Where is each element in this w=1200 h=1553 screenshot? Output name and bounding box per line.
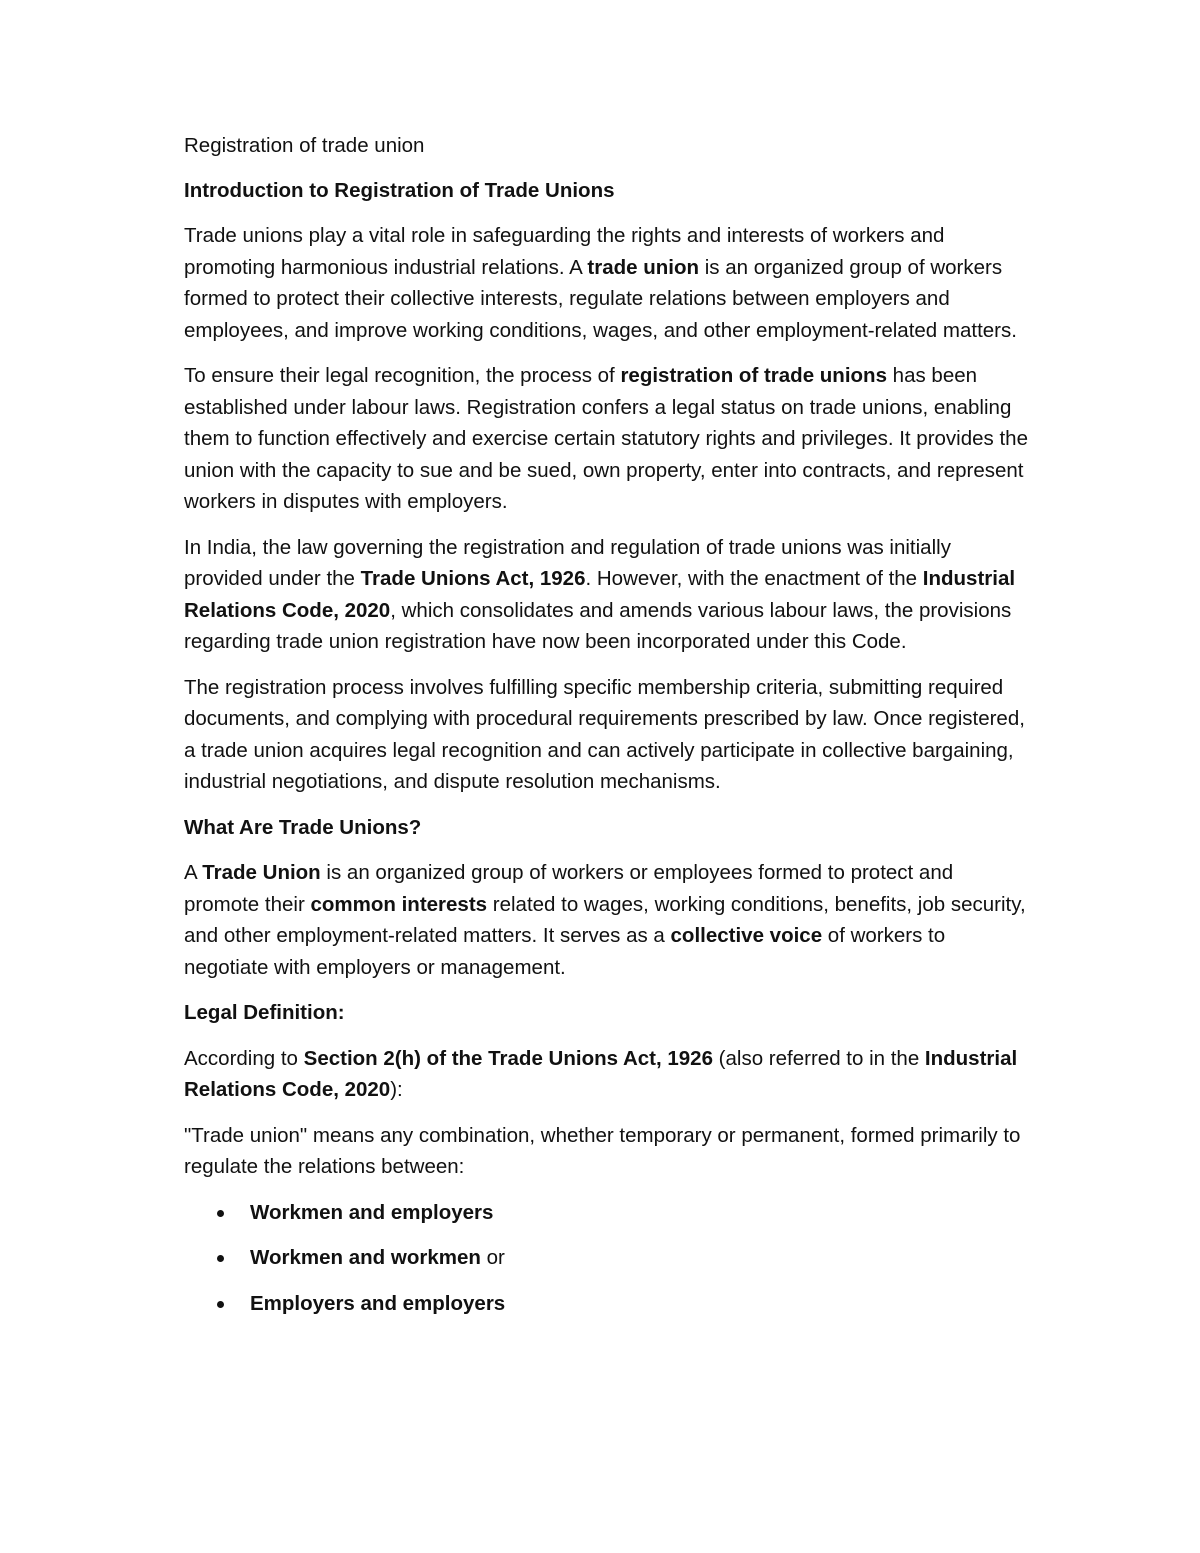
- intro-paragraph-2: To ensure their legal recognition, the process of registration of trade unions has been established under labour laws. Registration confers a legal status on trade unions, enabling them to function effectively and exercise certain statutory rights and privileges. It provides the union with the capacity to sue and be sued, own property, enter into contracts, and represent workers in disputes with employers.: [184, 364, 1028, 513]
- intro-heading: Introduction to Registration of Trade Unions: [184, 178, 615, 202]
- list-item: Employers and employers: [184, 1288, 1034, 1320]
- bold-term: trade union: [587, 255, 699, 279]
- intro-paragraph-4: The registration process involves fulfilling specific membership criteria, submitting required documents, and complying with procedural requirements prescribed by law. Once registered, a trade union acquires legal recognition and can actively participate in collective bargaining, industrial negotiations, and dispute resolution mechanisms.: [184, 675, 1025, 793]
- document-page: [184, 130, 1034, 1333]
- definition-list: [184, 1197, 1034, 1320]
- bold-term: collective voice: [670, 924, 823, 947]
- definition-paragraph: "Trade union" means any combination, whether temporary or permanent, formed primarily to regulate the relations between:: [184, 1123, 1021, 1178]
- bullet-icon: [217, 1255, 224, 1262]
- bold-term: Section 2(h) of the Trade Unions Act, 1926: [303, 1046, 713, 1070]
- bold-term: Industrial Relations Code, 2020: [184, 1046, 1018, 1101]
- legal-heading: Legal Definition:: [184, 1001, 345, 1024]
- bold-term: registration of trade unions: [620, 364, 887, 387]
- bold-term: Industrial Relations Code, 2020: [184, 567, 1016, 622]
- what-paragraph: A Trade Union is an organized group of workers or employees formed to protect and promote their common interests related to wages, working conditions, benefits, job security, and other employment-related matters. It serves as a collective voice of workers to negotiate with employers or management.: [184, 861, 1026, 979]
- bullet-icon: [217, 1301, 224, 1308]
- intro-paragraph-1: Trade unions play a vital role in safeguarding the rights and interests of workers and promoting harmonious industrial relations. A trade union is an organized group of workers formed to protect their collective interests, regulate relations between employers and employees, and improve working conditions, wages, and other employment-related matters.: [184, 224, 1017, 342]
- what-heading: What Are Trade Unions?: [184, 815, 422, 839]
- bullet-icon: [217, 1210, 224, 1217]
- list-item: Workmen and workmen or: [184, 1242, 1034, 1274]
- legal-paragraph: According to Section 2(h) of the Trade Unions Act, 1926 (also referred to in the Industrial Relations Code, 2020):: [184, 1046, 1018, 1101]
- list-item: Workmen and employers: [184, 1197, 1034, 1229]
- bold-term: Trade Unions Act, 1926: [360, 567, 586, 590]
- bold-term: common interests: [310, 892, 488, 916]
- bold-term: Trade Union: [202, 861, 321, 884]
- document-title: Registration of trade union: [184, 134, 425, 157]
- intro-paragraph-3: In India, the law governing the registration and regulation of trade unions was initially provided under the Trade Unions Act, 1926. However, with the enactment of the Industrial Relations Code, 2020, which consolidates and amends various labour laws, the provisions regarding trade union registration have now been incorporated under this Code.: [184, 535, 1016, 653]
